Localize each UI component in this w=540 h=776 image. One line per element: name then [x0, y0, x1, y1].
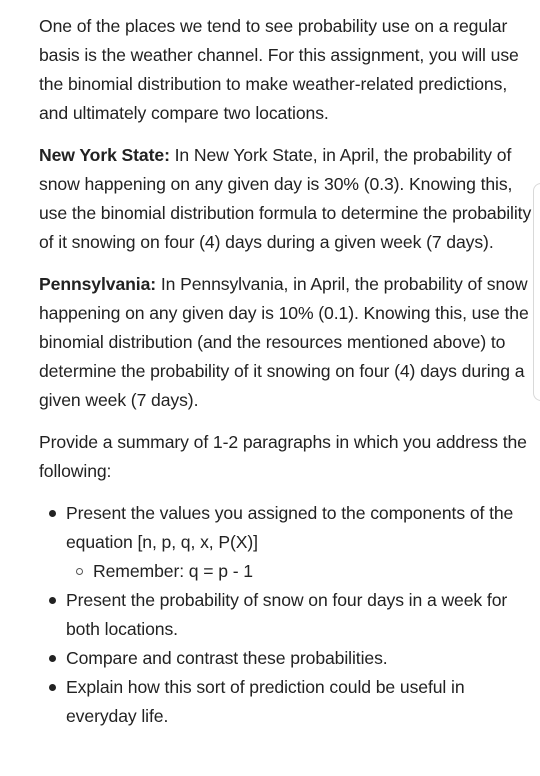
pennsylvania-paragraph	[39, 270, 533, 415]
bullet-text: Present the values you assigned to the components of the equation [n, p, q, x, P(X)]	[66, 503, 514, 552]
list-item: Explain how this sort of prediction could be useful in everyday life.	[39, 673, 533, 731]
assignment-content	[39, 12, 533, 731]
pennsylvania-label: Pennsylvania:	[39, 274, 157, 294]
list-item	[39, 499, 533, 586]
list-item: Present the probability of snow on four days in a week for both locations.	[39, 586, 533, 644]
list-item: Compare and contrast these probabilities.	[39, 644, 533, 673]
pennsylvania-text: In Pennsylvania, in April, the probability of snow happening on any given day is 10% (0.1). Knowing this, use the binomial distribution (and the resources mentioned above) to determine the probability of it snowing on four (4) days during a given week (7 days).	[39, 274, 529, 410]
requirements-list	[39, 499, 533, 731]
intro-paragraph: One of the places we tend to see probability use on a regular basis is the weather channel. For this assignment, you will use the binomial distribution to make weather-related predictions, and ultimately compare two locations.	[39, 16, 519, 123]
sub-list	[66, 557, 533, 586]
scrollbar-track[interactable]	[533, 183, 540, 401]
new-york-label: New York State:	[39, 145, 170, 165]
new-york-text: In New York State, in April, the probability of snow happening on any given day is 30% (0.3). Knowing this, use the binomial distribution formula to determine the probability of it snowing on four (4) days during a given week (7 days).	[39, 145, 532, 252]
sub-list-item: Remember: q = p - 1	[66, 557, 533, 586]
summary-prompt: Provide a summary of 1-2 paragraphs in which you address the following:	[39, 432, 527, 481]
new-york-paragraph	[39, 141, 533, 257]
